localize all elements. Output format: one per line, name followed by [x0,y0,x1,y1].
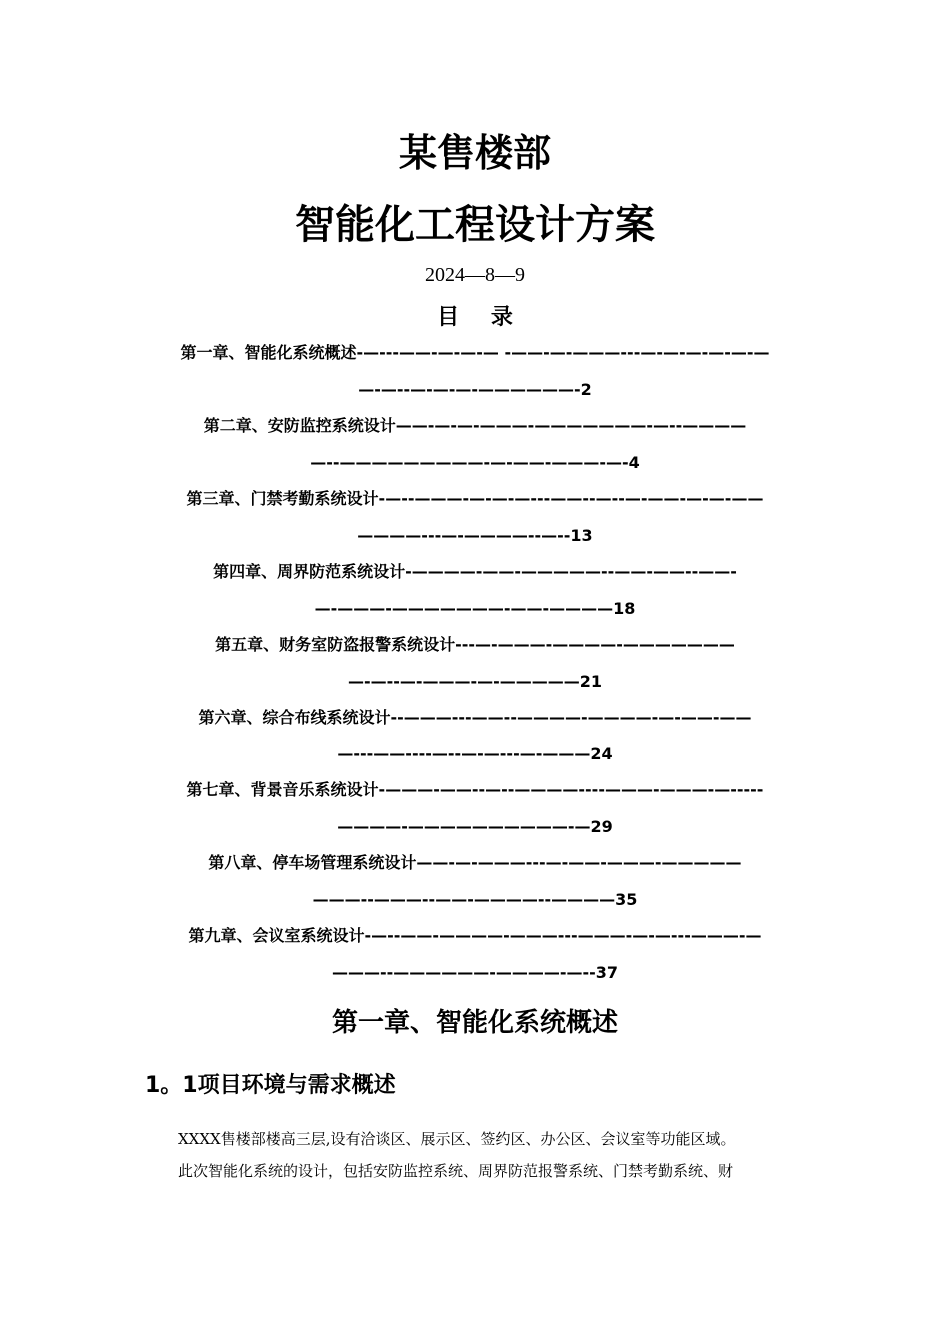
toc-entry-2-line2[interactable]: —--—————————-—-——-———-—-4 [310,453,640,472]
toc-entry-6-line2[interactable]: —---——----—--—-—---—-———24 [337,744,613,763]
toc-entry-6-line1[interactable]: 第六章、综合布线系统设计--———---——--————-————-—-——-—— [198,708,752,727]
toc-entry-9-line1[interactable]: 第九章、会议室系统设计-—--——-————-———---———-—-—---———-— [188,926,762,945]
toc-entry-2-line1[interactable]: 第二章、安防监控系统设计——-—-—-———-———————-—--———— [203,416,747,435]
toc-entry-3-line1[interactable]: 第三章、门禁考勤系统设计-—--———-—-—-—---——--—--—-——-—-—-—— [186,489,764,508]
document-title-line2: 智能化工程设计方案 [295,202,655,248]
toc-heading: 目 录 [437,305,525,330]
toc-entry-5-line1[interactable]: 第五章、财务室防盗报警系统设计---—-———-————-——————— [215,635,735,654]
toc-entry-7-line1[interactable]: 第七章、背景音乐系统设计-———-——--—--————----———-———-—----- [186,780,764,799]
document-date: 2024—8—9 [425,264,525,286]
body-paragraph-line1: XXXX售楼部楼高三层,设有洽谈区、展示区、签约区、办公区、会议室等功能区域。 [178,1130,736,1148]
toc-entry-5-line2[interactable]: —-—--—-———-—-—————21 [347,672,603,691]
toc-entry-3-line2[interactable]: ————---—-————--—--13 [357,526,593,545]
document-title-line1: 某售楼部 [398,131,551,175]
section-title: 1。1项目环境与需求概述 [145,1073,396,1098]
toc-entry-8-line1[interactable]: 第八章、停车场管理系统设计——-—-———---—-——-———-————— [208,853,742,872]
toc-entry-1-line2[interactable]: —-—--—-—-—-——————-2 [358,380,592,399]
chapter-title: 第一章、智能化系统概述 [331,1008,618,1038]
toc-entry-4-line1[interactable]: 第四章、周界防范系统设计-————-——-—————--——-——--——- [213,562,737,581]
toc-entry-1-line1[interactable]: 第一章、智能化系统概述-—---——-—-—-— -——-—-———---—-—-—-—-—-— [180,343,770,362]
body-paragraph-line2: 此次智能化系统的设计，包括安防监控系统、周界防范报警系统、门禁考勤系统、财 [178,1162,734,1180]
toc-entry-8-line2[interactable]: ———--———--——-————--————35 [312,890,638,909]
toc-entry-4-line2[interactable]: —-———-———————-——-————18 [314,599,636,618]
toc-entry-7-line2[interactable]: ————-——————————-—29 [337,817,613,836]
toc-entry-9-line2[interactable]: ———--——————-————-—--37 [331,963,619,982]
